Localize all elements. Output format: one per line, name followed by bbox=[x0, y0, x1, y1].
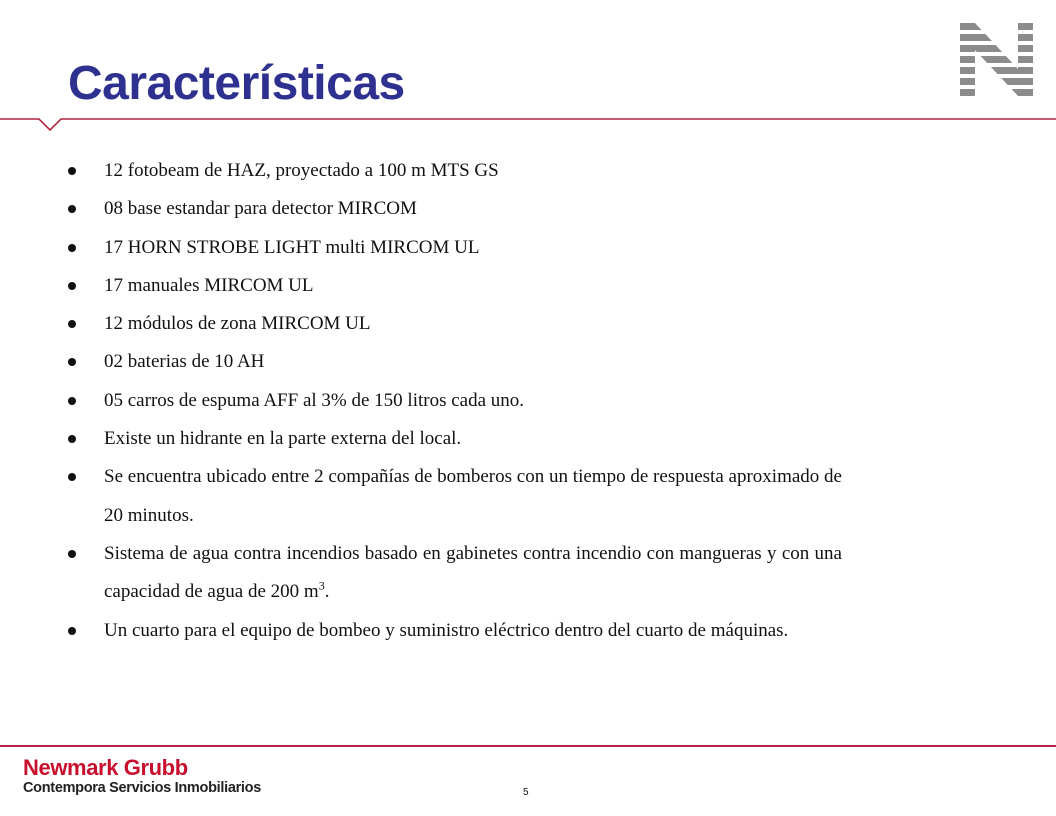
list-item: 12 módulos de zona MIRCOM UL bbox=[62, 305, 842, 343]
brand-subtitle: Contempora Servicios Inmobiliarios bbox=[23, 780, 261, 796]
list-item: 05 carros de espuma AFF al 3% de 150 litros cada uno. bbox=[62, 382, 842, 420]
bullet-dot-icon bbox=[68, 205, 76, 213]
list-item: 02 baterias de 10 AH bbox=[62, 343, 842, 381]
bullet-dot-icon bbox=[68, 627, 76, 635]
list-item: 08 base estandar para detector MIRCOM bbox=[62, 190, 842, 228]
feature-list bbox=[62, 152, 842, 650]
list-item: Se encuentra ubicado entre 2 compañías de bomberos con un tiempo de respuesta aproximado de 20 minutos. bbox=[62, 458, 842, 535]
bullet-dot-icon bbox=[68, 550, 76, 558]
list-item: Un cuarto para el equipo de bombeo y suministro eléctrico dentro del cuarto de máquinas. bbox=[62, 612, 842, 650]
list-item: 17 HORN STROBE LIGHT multi MIRCOM UL bbox=[62, 229, 842, 267]
title-divider bbox=[0, 110, 1056, 134]
bullet-dot-icon bbox=[68, 167, 76, 175]
brand-name: Newmark Grubb bbox=[23, 755, 188, 780]
bullet-dot-icon bbox=[68, 397, 76, 405]
bullet-dot-icon bbox=[68, 244, 76, 252]
bullet-dot-icon bbox=[68, 435, 76, 443]
bullet-dot-icon bbox=[68, 320, 76, 328]
bullet-dot-icon bbox=[68, 358, 76, 366]
bullet-dot-icon bbox=[68, 282, 76, 290]
list-item: 17 manuales MIRCOM UL bbox=[62, 267, 842, 305]
superscript-exponent: 3 bbox=[318, 578, 325, 593]
list-item: Sistema de agua contra incendios basado en gabinetes contra incendio con mangueras y con una capacidad de agua de 200 $m^3$. bbox=[62, 535, 842, 612]
list-item: 12 fotobeam de HAZ, proyectado a 100 m MTS GS bbox=[62, 152, 842, 190]
newmark-n-logo-icon bbox=[960, 23, 1033, 96]
bullet-dot-icon bbox=[68, 473, 76, 481]
page-number: 5 bbox=[523, 787, 529, 798]
footer-divider bbox=[0, 745, 1056, 747]
list-item: Existe un hidrante en la parte externa del local. bbox=[62, 420, 842, 458]
slide-title: Características bbox=[68, 57, 405, 110]
